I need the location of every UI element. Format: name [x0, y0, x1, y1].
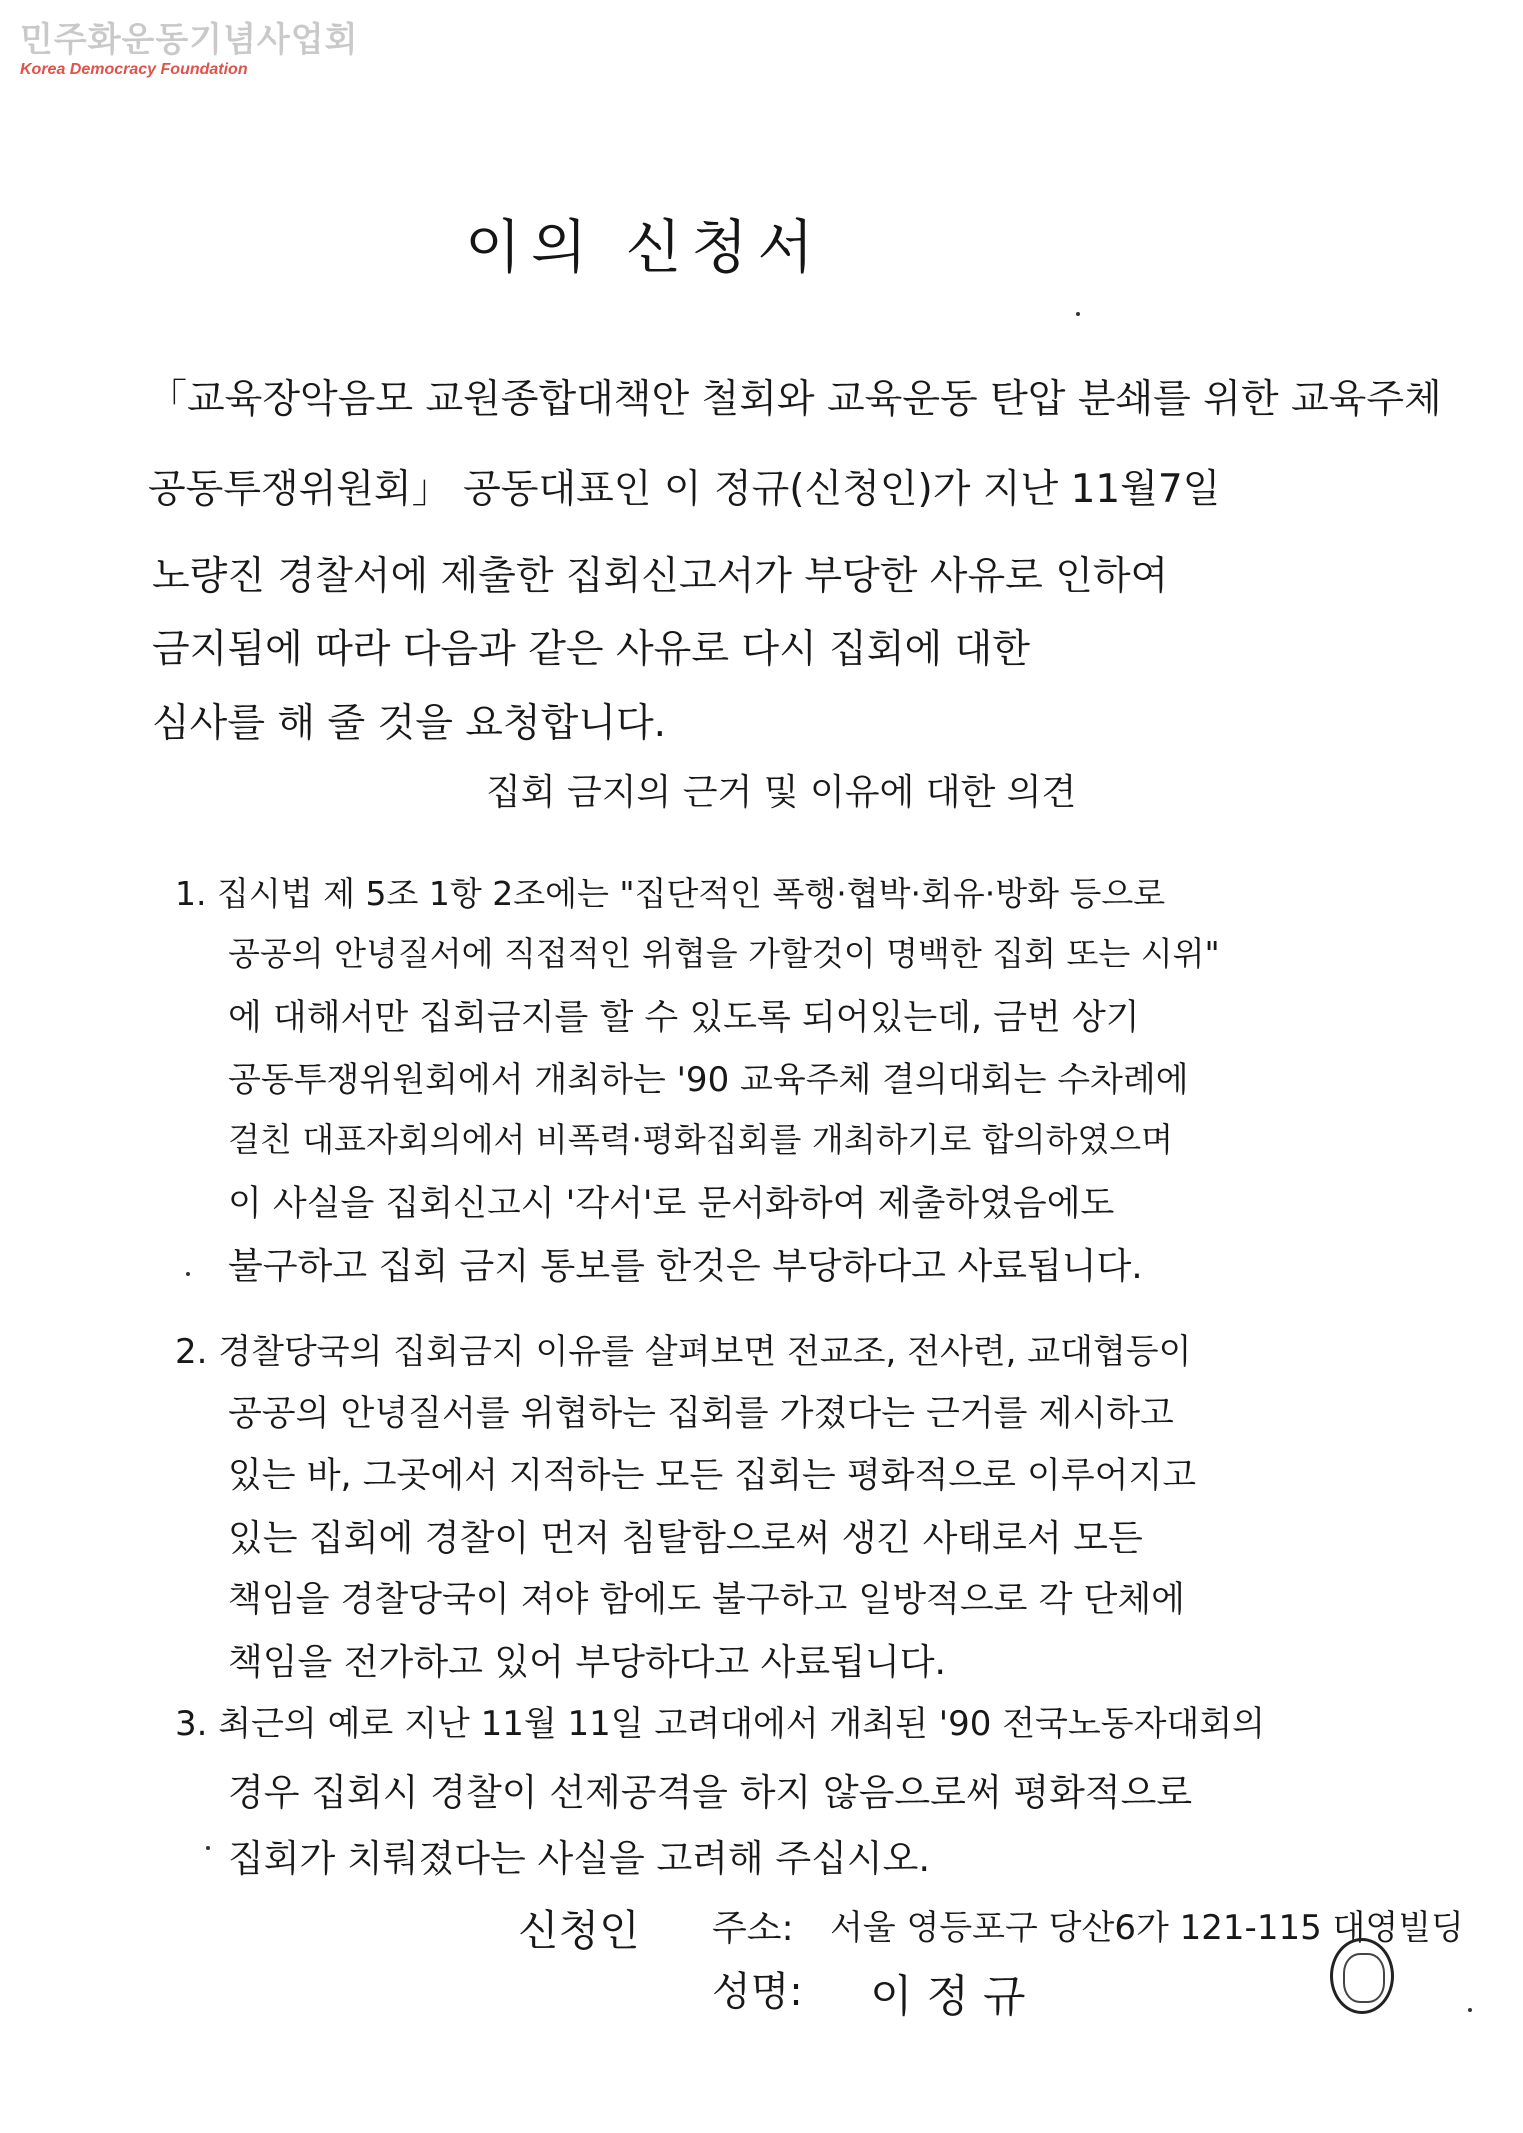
- watermark-korean: 민주화운동기념사업회: [20, 20, 359, 60]
- section-heading: 집회 금지의 근거 및 이유에 대한 의견: [486, 772, 1077, 813]
- ink-speck: [1468, 2008, 1472, 2012]
- item-1-line: 에 대해서만 집회금지를 할 수 있도록 되어있는데, 금번 상기: [228, 998, 1140, 1038]
- intro-line: 공동투쟁위원회」 공동대표인 이 정규(신청인)가 지난 11월7일: [148, 467, 1221, 512]
- item-1-line: 걸친 대표자회의에서 비폭력·평화집회를 개최하기로 합의하였으며: [228, 1120, 1174, 1159]
- item-2-line: 책임을 경찰당국이 져야 함에도 불구하고 일방적으로 각 단체에: [228, 1580, 1185, 1620]
- intro-line: 노량진 경찰서에 제출한 집회신고서가 부당한 사유로 인하여: [152, 554, 1169, 599]
- item-3-line: 3. 최근의 예로 지난 11월 11일 고려대에서 개최된 '90 전국노동자대회의: [175, 1704, 1265, 1744]
- intro-line: 심사를 해 줄 것을 요청합니다.: [152, 701, 667, 746]
- item-1-line: 불구하고 집회 금지 통보를 한것은 부당하다고 사료됩니다.: [228, 1246, 1143, 1287]
- item-2-line: 공공의 안녕질서를 위협하는 집회를 가졌다는 근거를 제시하고: [228, 1394, 1174, 1434]
- watermark-logo: [20, 22, 358, 79]
- name-seal-stamp: [1330, 1938, 1394, 2014]
- item-2-line: 있는 집회에 경찰이 먼저 침탈함으로써 생긴 사태로서 모든: [228, 1518, 1143, 1559]
- name-value: 이 정 규: [870, 1971, 1026, 2022]
- item-1-line: 공공의 안녕질서에 직접적인 위협을 가할것이 명백한 집회 또는 시위": [228, 934, 1220, 973]
- item-3-line: 집회가 치뤄졌다는 사실을 고려해 주십시오.: [228, 1837, 931, 1880]
- applicant-label: 신청인: [518, 1906, 640, 1955]
- item-2-line: 책임을 전가하고 있어 부당하다고 사료됩니다.: [228, 1642, 946, 1683]
- address-value: 서울 영등포구 당산6가 121-115 대영빌딩: [830, 1908, 1464, 1948]
- item-3-line: 경우 집회시 경찰이 선제공격을 하지 않음으로써 평화적으로: [228, 1771, 1193, 1814]
- item-1-line: 공동투쟁위원회에서 개최하는 '90 교육주체 결의대회는 수차례에: [228, 1060, 1189, 1100]
- ink-speck: [186, 1272, 190, 1276]
- document-title: 이의 신청서: [465, 213, 824, 281]
- ink-speck: [206, 1846, 210, 1850]
- item-1-line: 이 사실을 집회신고시 '각서'로 문서화하여 제출하였음에도: [228, 1184, 1115, 1224]
- name-label: 성명:: [712, 1969, 803, 2015]
- item-2-line: 2. 경찰당국의 집회금지 이유를 살펴보면 전교조, 전사련, 교대협등이: [175, 1332, 1192, 1372]
- intro-line: 「교육장악음모 교원종합대책안 철회와 교육운동 탄압 분쇄를 위한 교육주체: [148, 377, 1442, 422]
- address-label: 주소:: [712, 1908, 794, 1949]
- item-1-line: 1. 집시법 제 5조 1항 2조에는 "집단적인 폭행·협박·회유·방화 등으로: [175, 874, 1166, 913]
- ink-speck: [1076, 312, 1080, 316]
- intro-line: 금지됨에 따라 다음과 같은 사유로 다시 집회에 대한: [152, 627, 1030, 672]
- item-2-line: 있는 바, 그곳에서 지적하는 모든 집회는 평화적으로 이루어지고: [228, 1456, 1197, 1496]
- watermark-english: Korea Democracy Foundation: [20, 61, 248, 79]
